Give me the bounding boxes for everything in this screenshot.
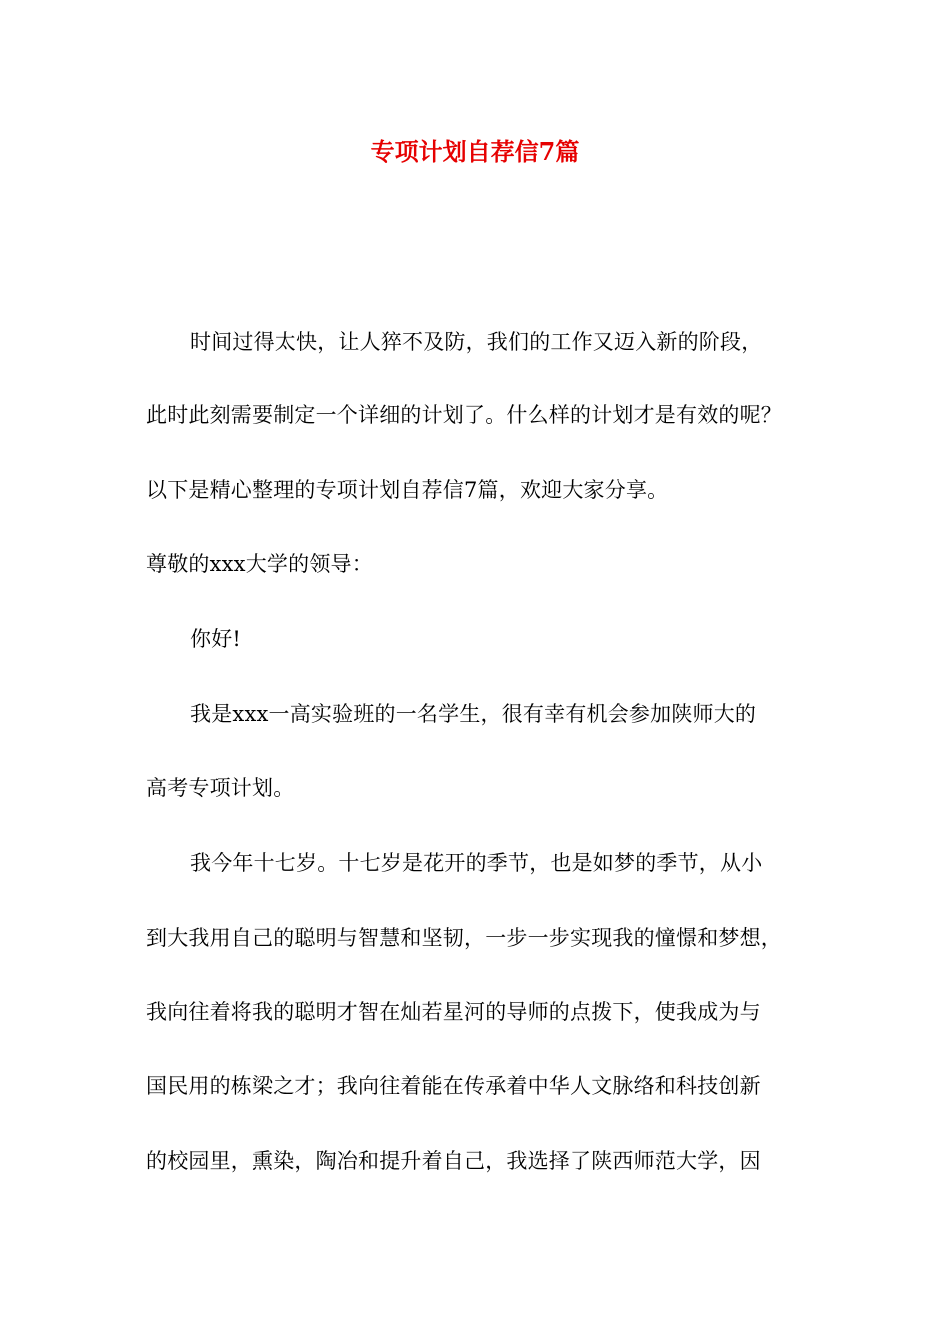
paragraph-line: 的校园里，熏染，陶冶和提升着自己，我选择了陕西师范大学，因: [146, 1149, 761, 1173]
paragraph-line: 到大我用自己的聪明与智慧和坚韧，一步一步实现我的憧憬和梦想，: [146, 926, 782, 950]
paragraph-line: 以下是精心整理的专项计划自荐信7篇，欢迎大家分享。: [146, 478, 669, 502]
paragraph-line: 国民用的栋梁之才；我向往着能在传承着中华人文脉络和科技创新: [146, 1074, 761, 1098]
greeting-line: 你好!: [190, 627, 242, 651]
paragraph-line: 我今年十七岁。十七岁是花开的季节，也是如梦的季节，从小: [190, 851, 763, 875]
document-title: 专项计划自荐信7篇: [370, 137, 580, 166]
paragraph-line: 此时此刻需要制定一个详细的计划了。什么样的计划才是有效的呢？: [146, 403, 782, 427]
paragraph-line: 时间过得太快，让人猝不及防，我们的工作又迈入新的阶段，: [190, 330, 763, 354]
paragraph-line: 高考专项计划。: [146, 776, 295, 800]
salutation-line: 尊敬的xxx大学的领导：: [146, 552, 373, 576]
paragraph-line: 我向往着将我的聪明才智在灿若星河的导师的点拨下，使我成为与: [146, 1000, 761, 1024]
paragraph-line: 我是xxx一高实验班的一名学生，很有幸有机会参加陕师大的: [190, 702, 757, 726]
